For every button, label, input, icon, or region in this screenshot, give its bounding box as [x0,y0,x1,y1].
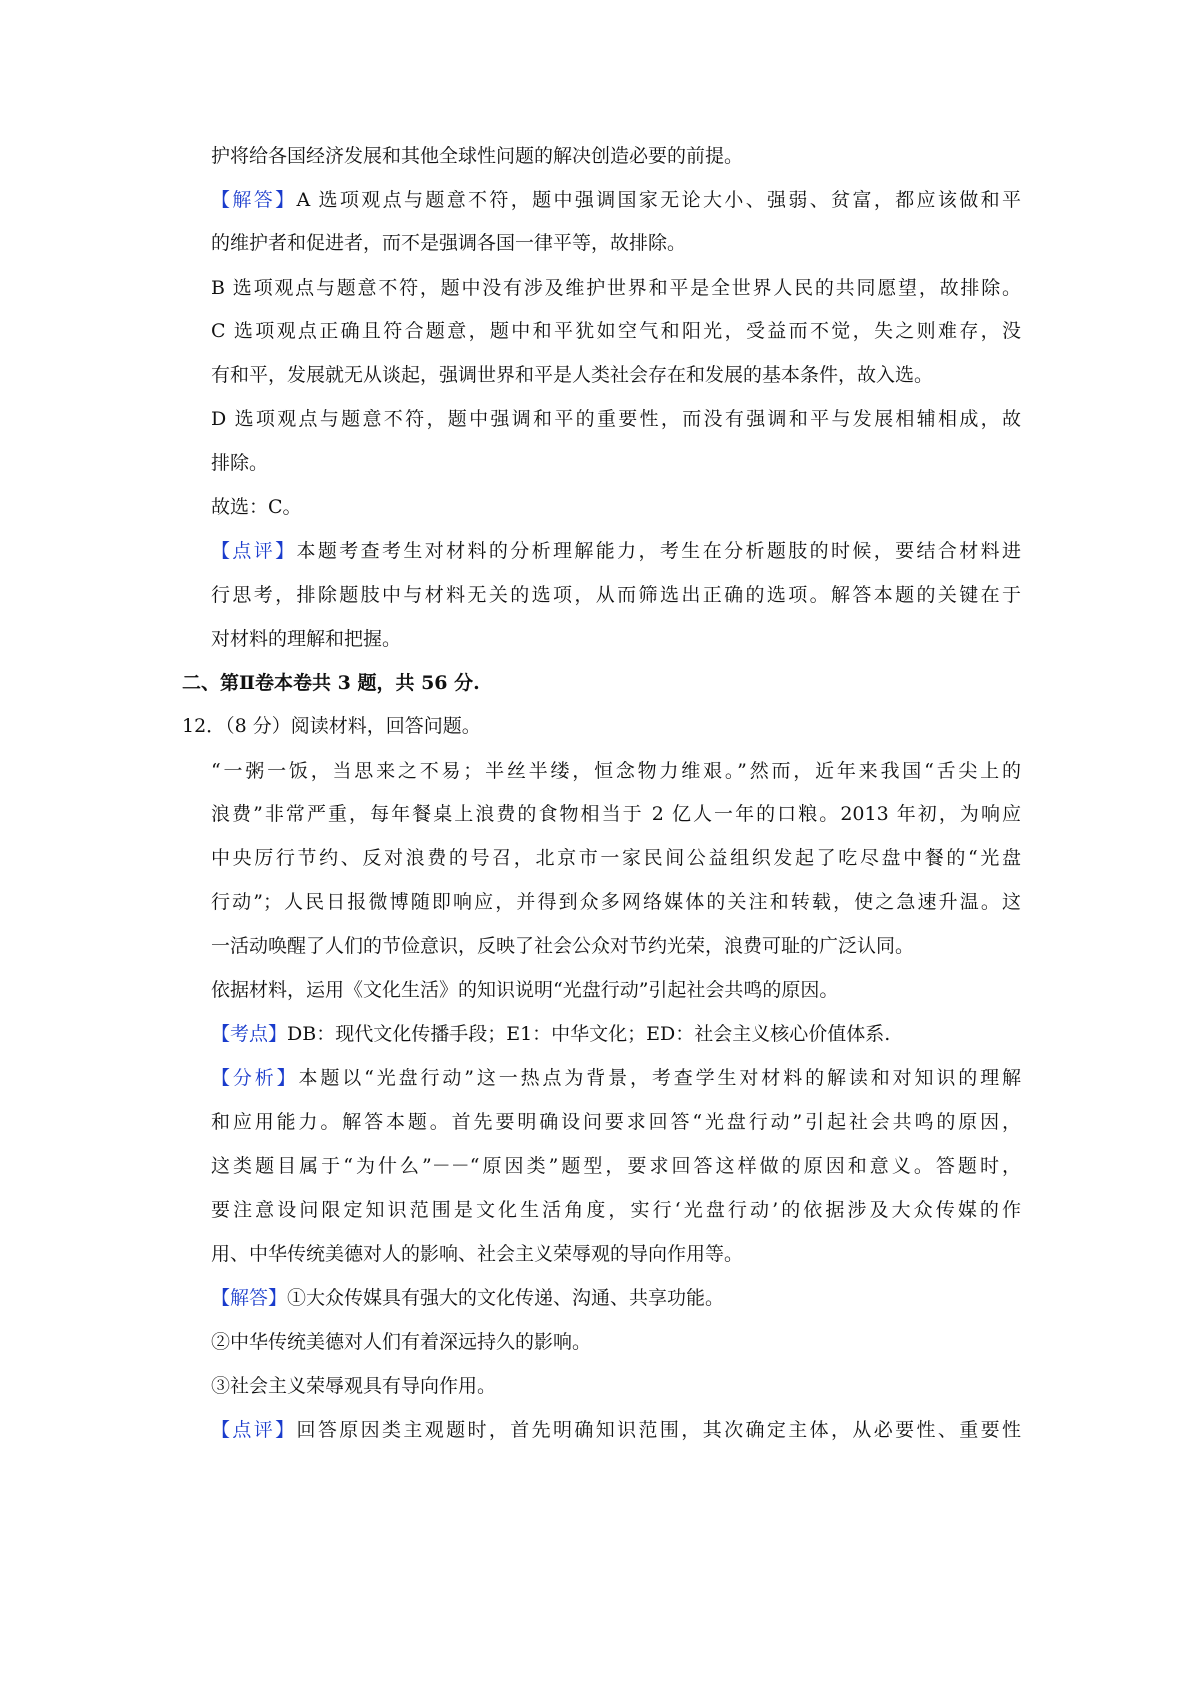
q11-answer-line-1 [211,187,1021,213]
answer-tag: 【解答】 [211,1287,288,1309]
q12-kaodian [211,1021,890,1047]
q12-fenxi-line-2: 和应用能力。解答本题。首先要明确设问要求回答“光盘行动”引起社会共鸣的原因， [211,1111,1021,1133]
q12-fenxi-line-1 [211,1065,1021,1091]
q12-material-line-5: 一活动唤醒了人们的节俭意识，反映了社会公众对节约光荣，浪费可耻的广泛认同。 [211,935,915,957]
comment-tag: 【点评】 [211,540,297,562]
answer-text: A 选项观点与题意不符，题中强调国家无论大小、强弱、贫富，都应该做和平 [296,189,1021,211]
answer-tag: 【解答】 [211,189,297,211]
q11-analysis-end: 护将给各国经济发展和其他全球性问题的解决创造必要的前提。 [211,145,744,167]
q11-answer-choice: 故选：C。 [211,496,302,518]
q12-material-line-1: “一粥一饭，当思来之不易；半丝半缕，恒念物力维艰。”然而，近年来我国“舌尖上的 [211,760,1021,782]
answer-text: ①大众传媒具有强大的文化传递、沟通、共享功能。 [287,1287,725,1309]
q11-comment-line-3: 对材料的理解和把握。 [211,628,402,650]
q12-fenxi-line-4: 要注意设问限定知识范围是文化生活角度，实行‘光盘行动’的依据涉及大众传媒的作 [211,1199,1021,1221]
fenxi-text: 本题以“光盘行动”这一热点为背景，考查学生对材料的解读和对知识的理解 [298,1067,1021,1089]
q11-answer-line-2: 的维护者和促进者，而不是强调各国一律平等，故排除。 [211,232,687,254]
q12-stem: 12．（8 分）阅读材料，回答问题。 [182,715,481,737]
fenxi-tag: 【分析】 [211,1067,299,1089]
q11-answer-line-3: B 选项观点与题意不符，题中没有涉及维护世界和平是全世界人民的共同愿望，故排除。 [211,277,1021,299]
q12-material-line-2: 浪费”非常严重，每年餐桌上浪费的食物相当于 2 亿人一年的口粮。2013 年初，为响应 [211,803,1021,825]
q11-comment-line-1 [211,538,1021,564]
q12-answer-line-3: ③社会主义荣辱观具有导向作用。 [211,1375,497,1397]
comment-text: 本题考查考生对材料的分析理解能力，考生在分析题肢的时候，要结合材料进 [296,540,1021,562]
q11-answer-line-5: 有和平，发展就无从谈起，强调世界和平是人类社会存在和发展的基本条件，故入选。 [211,364,934,386]
q12-material-line-4: 行动”；人民日报微博随即响应，并得到众多网络媒体的关注和转载，使之急速升温。这 [211,891,1021,913]
kaodian-text: DB：现代文化传播手段；E1：中华文化；ED：社会主义核心价值体系. [287,1023,891,1045]
q12-fenxi-line-5: 用、中华传统美德对人的影响、社会主义荣辱观的导向作用等。 [211,1243,744,1265]
q11-answer-line-4: C 选项观点正确且符合题意，题中和平犹如空气和阳光，受益而不觉，失之则难存，没 [211,320,1021,342]
comment-text: 回答原因类主观题时，首先明确知识范围，其次确定主体，从必要性、重要性 [296,1419,1021,1441]
q11-answer-line-6: D 选项观点与题意不符，题中强调和平的重要性，而没有强调和平与发展相辅相成，故 [211,408,1021,430]
comment-tag: 【点评】 [211,1419,297,1441]
q12-answer-line-2: ②中华传统美德对人们有着深远持久的影响。 [211,1331,592,1353]
kaodian-tag: 【考点】 [211,1023,288,1045]
q11-comment-line-2: 行思考，排除题肢中与材料无关的选项，从而筛选出正确的选项。解答本题的关键在于 [211,584,1021,606]
section-heading: 二、第Ⅱ卷本卷共 3 题，共 56 分. [182,672,480,694]
q12-comment [211,1417,1021,1443]
q12-answer-line-1 [211,1285,724,1311]
q12-material-line-3: 中央厉行节约、反对浪费的号召，北京市一家民间公益组织发起了吃尽盘中餐的“光盘 [211,847,1021,869]
q12-fenxi-line-3: 这类题目属于“为什么”－－“原因类”题型，要求回答这样做的原因和意义。答题时， [211,1155,1021,1177]
q12-question: 依据材料，运用《文化生活》的知识说明“光盘行动”引起社会共鸣的原因。 [211,979,839,1001]
q11-answer-line-7: 排除。 [211,452,269,474]
